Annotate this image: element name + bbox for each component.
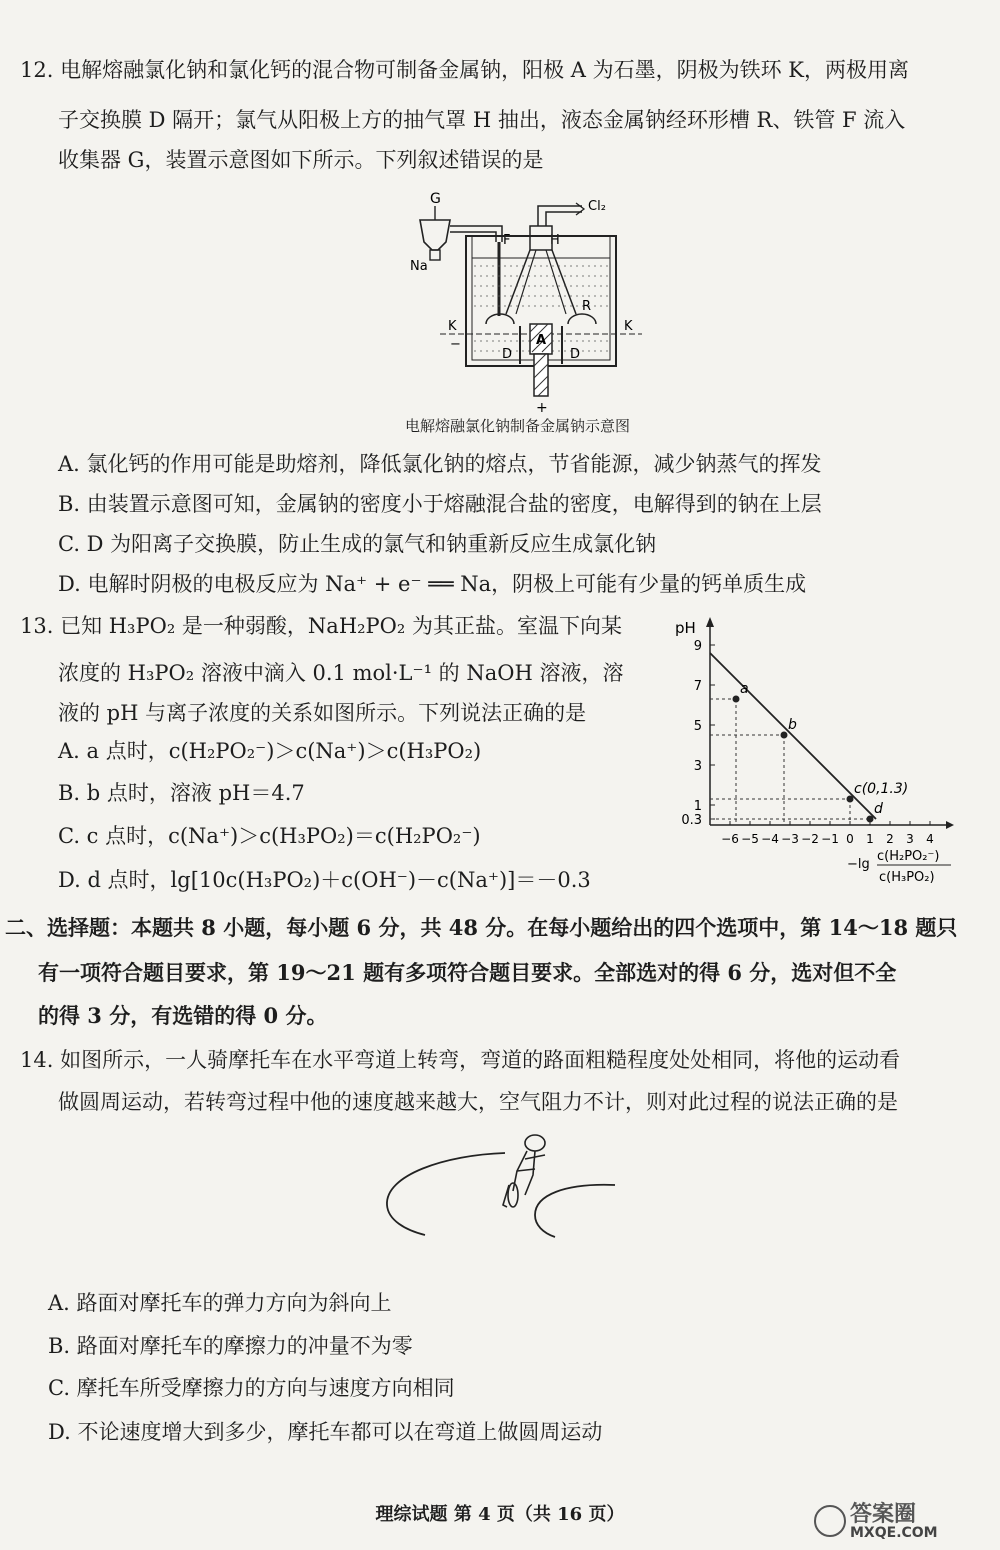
chart-y-tick-label: 5 <box>693 719 702 734</box>
label-H: H <box>550 233 560 248</box>
chart-y-tick-label: 3 <box>693 759 702 774</box>
label-F: F <box>503 233 511 248</box>
chart-x-tick-label: 3 <box>906 832 914 846</box>
chart-y-tick-label: 9 <box>693 639 702 654</box>
q12-option-c: C. D 为阳离子交换膜，防止生成的氯气和钠重新反应生成氯化钠 <box>58 532 657 556</box>
q14-stem-line1: 14. 如图所示，一人骑摩托车在水平弯道上转弯，弯道的路面粗糙程度处处相同，将他的运动看 <box>20 1048 901 1072</box>
q14-option-d: D. 不论速度增大到多少，摩托车都可以在弯道上做圆周运动 <box>48 1420 603 1444</box>
section2-instructions-line2: 有一项符合题目要求，第 19～21 题有多项符合题目要求。全部选对的得 6 分，选对但不全 <box>38 960 897 985</box>
section2-instructions-line1: 二、选择题：本题共 8 小题，每小题 6 分，共 48 分。在每小题给出的四个选项中，第 14～18 题只 <box>5 915 958 940</box>
q12-figure-caption: 电解熔融氯化钠制备金属钠示意图 <box>405 417 631 435</box>
chart-x-tick-label: −3 <box>781 832 799 846</box>
label-K-right: K <box>624 319 633 334</box>
electrolysis-apparatus-diagram <box>410 186 670 426</box>
q14-option-b: B. 路面对摩托车的摩擦力的冲量不为零 <box>48 1334 413 1358</box>
page-footer: 理综试题 第 4 页（共 16 页） <box>375 1504 625 1525</box>
chart-x-tick-label: −2 <box>801 832 819 846</box>
label-Cl2: Cl₂ <box>588 199 606 214</box>
watermark-url: MXQE.COM <box>850 1525 938 1541</box>
chart-y-tick-label: 7 <box>693 679 702 694</box>
chart-x-tick-label: 0 <box>846 832 854 846</box>
q12-stem-line2: 子交换膜 D 隔开；氯气从阳极上方的抽气罩 H 抽出，液态金属钠经环形槽 R、铁管 F 流入 <box>58 108 906 132</box>
q12-option-b: B. 由装置示意图可知，金属钠的密度小于熔融混合盐的密度，电解得到的钠在上层 <box>58 492 822 516</box>
chart-x-axis-arrow <box>946 821 954 829</box>
chart-x-tick-label: 1 <box>866 832 874 846</box>
q12-stem-line3: 收集器 G，装置示意图如下所示。下列叙述错误的是 <box>58 148 544 172</box>
chart-x-tick-label: 2 <box>886 832 894 846</box>
chart-series-line <box>710 653 876 819</box>
watermark-text: 答案圈 <box>850 1502 917 1527</box>
label-R: R <box>582 299 592 314</box>
label-plus: + <box>536 400 548 416</box>
chart-point-label-c: c(0,1.3) <box>854 781 909 797</box>
chart-point-b <box>781 732 788 739</box>
label-minus: − <box>450 337 461 352</box>
q13-option-d: D. d 点时，lg[10c(H₃PO₂)＋c(OH⁻)－c(Na⁺)]＝－0.3 <box>58 868 591 892</box>
chart-point-label-d: d <box>874 801 883 817</box>
q12-stem-line1: 12. 电解熔融氯化钠和氯化钙的混合物可制备金属钠，阳极 A 为石墨，阴极为铁环 K，两极用离 <box>20 58 909 82</box>
chart-y-tick-label: 1 <box>693 799 702 814</box>
q12-option-a: A. 氯化钙的作用可能是助熔剂，降低氯化钠的熔点，节省能源，减少钠蒸气的挥发 <box>58 452 822 476</box>
chart-point-d <box>867 816 874 823</box>
chart-x-label-numerator: c(H₂PO₂⁻) <box>877 849 940 864</box>
label-G: G <box>430 191 441 207</box>
q13-option-c: C. c 点时，c(Na⁺)＞c(H₃PO₂)＝c(H₂PO₂⁻) <box>58 824 481 848</box>
q13-option-a: A. a 点时，c(H₂PO₂⁻)＞c(Na⁺)＞c(H₃PO₂) <box>58 739 482 763</box>
chart-y-axis-label: pH <box>675 619 696 637</box>
chart-x-tick-label: −4 <box>761 832 779 846</box>
q14-option-c: C. 摩托车所受摩擦力的方向与速度方向相同 <box>48 1376 455 1400</box>
q13-stem-line1: 13. 已知 H₃PO₂ 是一种弱酸，NaH₂PO₂ 为其正盐。室温下向某 <box>20 614 622 638</box>
label-K-left: K <box>448 319 457 334</box>
chart-y-axis-arrow <box>706 617 714 627</box>
chart-x-tick-label: −5 <box>741 832 759 846</box>
chart-x-tick-label: −6 <box>721 832 739 846</box>
label-A: A <box>536 333 547 348</box>
chart-point-c <box>847 796 854 803</box>
chart-point-a <box>733 696 740 703</box>
label-Na: Na <box>410 259 428 274</box>
chart-x-label-prefix: −lg <box>847 857 870 872</box>
q13-stem-line2: 浓度的 H₃PO₂ 溶液中滴入 0.1 mol·L⁻¹ 的 NaOH 溶液，溶 <box>58 661 624 685</box>
motorcycle-curve-diagram <box>385 1125 645 1245</box>
watermark <box>810 1495 970 1545</box>
chart-point-label-a: a <box>740 681 749 697</box>
watermark-logo-icon <box>814 1505 846 1537</box>
label-D-right: D <box>570 347 581 362</box>
q12-option-d: D. 电解时阴极的电极反应为 Na⁺ + e⁻ ══ Na，阴极上可能有少量的钙单质生成 <box>58 572 807 596</box>
chart-y-tick-label: 0.3 <box>681 813 702 828</box>
q13-option-b: B. b 点时，溶液 pH＝4.7 <box>58 781 305 805</box>
chart-x-tick-label: −1 <box>821 832 839 846</box>
q14-option-a: A. 路面对摩托车的弹力方向为斜向上 <box>48 1291 392 1315</box>
ph-chart <box>665 615 965 890</box>
section2-instructions-line3: 的得 3 分，有选错的得 0 分。 <box>38 1003 328 1028</box>
q13-stem-line3: 液的 pH 与离子浓度的关系如图所示。下列说法正确的是 <box>58 701 587 725</box>
chart-x-tick-label: 4 <box>926 832 934 846</box>
chart-x-label-denominator: c(H₃PO₂) <box>879 870 935 885</box>
chart-point-label-b: b <box>788 717 797 733</box>
q14-stem-line2: 做圆周运动，若转弯过程中他的速度越来越大，空气阻力不计，则对此过程的说法正确的是 <box>58 1090 898 1114</box>
label-D-left: D <box>502 347 513 362</box>
motorcyclist-icon <box>503 1135 545 1207</box>
